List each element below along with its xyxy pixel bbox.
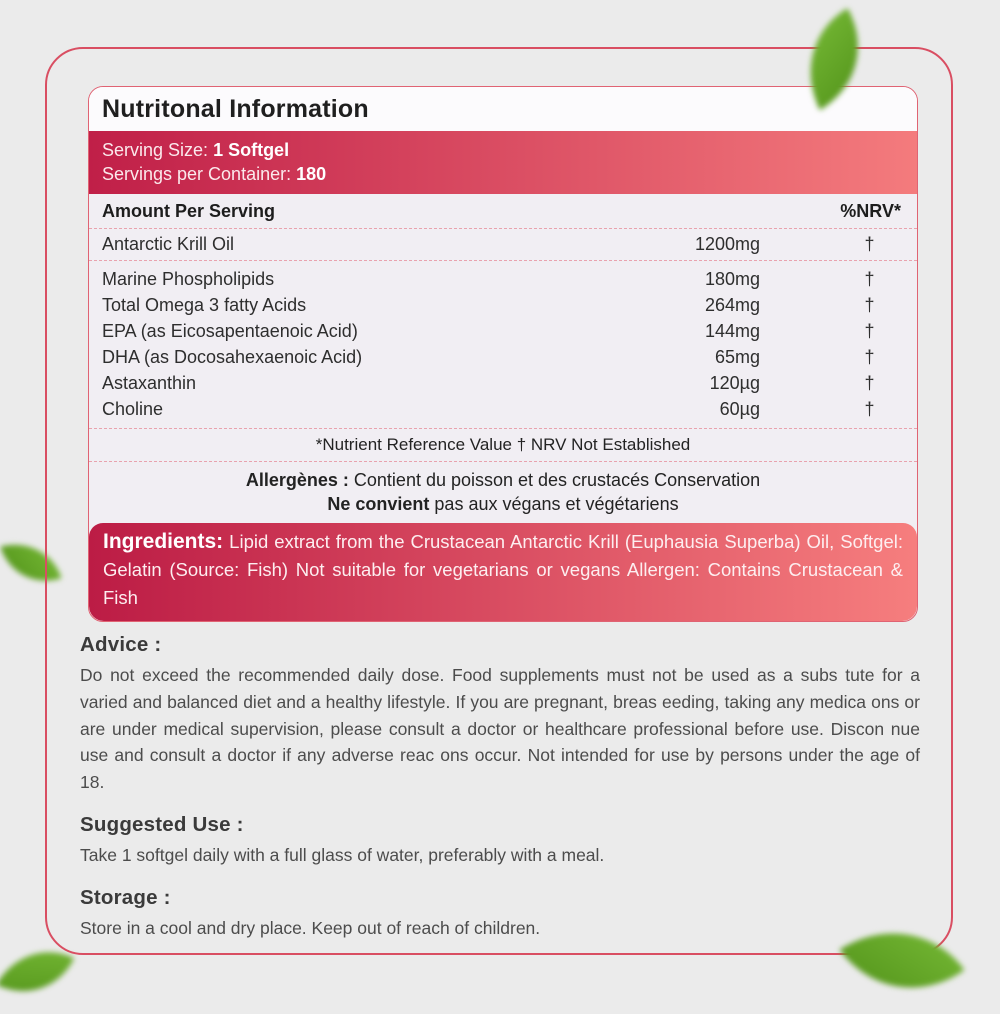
allergen-line-1: Allergènes : Contient du poisson et des crustacés Conservation [245, 470, 761, 490]
serving-info-bar [89, 131, 917, 194]
suggested-use-heading: Suggested Use : [80, 812, 244, 836]
table-row: Marine Phospholipids 180mg † [102, 268, 875, 289]
table-row: EPA (as Eicosapentaenoic Acid) 144mg † [102, 320, 875, 341]
allergen-line-2: Ne convient pas aux végans et végétariens [327, 494, 679, 514]
table-row: Antarctic Krill Oil 1200mg † [89, 228, 917, 261]
serving-size-value: 1 Softgel [213, 140, 290, 160]
table-row: Total Omega 3 fatty Acids 264mg † [102, 294, 875, 315]
storage-body: Store in a cool and dry place. Keep out of reach of children. [80, 917, 541, 938]
table-row: Choline 60µg † [102, 398, 875, 419]
nrv-header: %NRV* [840, 201, 901, 221]
ingredients-heading: Ingredients: [103, 530, 224, 553]
advice-body: Do not exceed the recommended daily dose. Food supplements must not be used as a subs tute for a varied and balanced diet and a healthy lifestyle. If you are pregnant, breas eeding, taking any medica ons or are under medical supervision, please consult a doctor or healthcare professional before use. Discon nue use and consult a doctor if any adverse reac ons occur. Not intended for use by persons under the age of 18. [80, 665, 920, 793]
table-row: Astaxanthin 120µg † [102, 372, 875, 393]
allergen-notice [89, 462, 917, 523]
suggested-use-body: Take 1 softgel daily with a full glass of water, preferably with a meal. [80, 844, 605, 865]
servings-per-container-value: 180 [296, 164, 327, 184]
table-header [89, 194, 917, 228]
nutrient-group [89, 261, 917, 428]
servings-per-container-line: Servings per Container: 180 [102, 164, 327, 184]
ingredients-box [89, 523, 917, 621]
nrv-footnote: *Nutrient Reference Value † NRV Not Established [89, 428, 917, 462]
info-sections [80, 633, 920, 942]
serving-size-line: Serving Size: 1 Softgel [102, 140, 290, 160]
label-title: Nutritonal Information [89, 87, 917, 131]
leaf-icon [826, 904, 977, 1014]
table-row: DHA (as Docosahexaenoic Acid) 65mg † [102, 346, 875, 367]
nutrition-label-card [88, 86, 918, 622]
storage-heading: Storage : [80, 885, 171, 909]
advice-heading: Advice : [80, 633, 162, 656]
amount-per-serving-header: Amount Per Serving [102, 201, 276, 221]
ingredients-text: Lipid extract from the Crustacean Antarctic Krill (Euphausia Superba) Oil, Softgel: Gelatin (Source: Fish) Not suitable for vegetarians or vegans Allergen: Contains Crustacean & Fish [103, 531, 903, 608]
